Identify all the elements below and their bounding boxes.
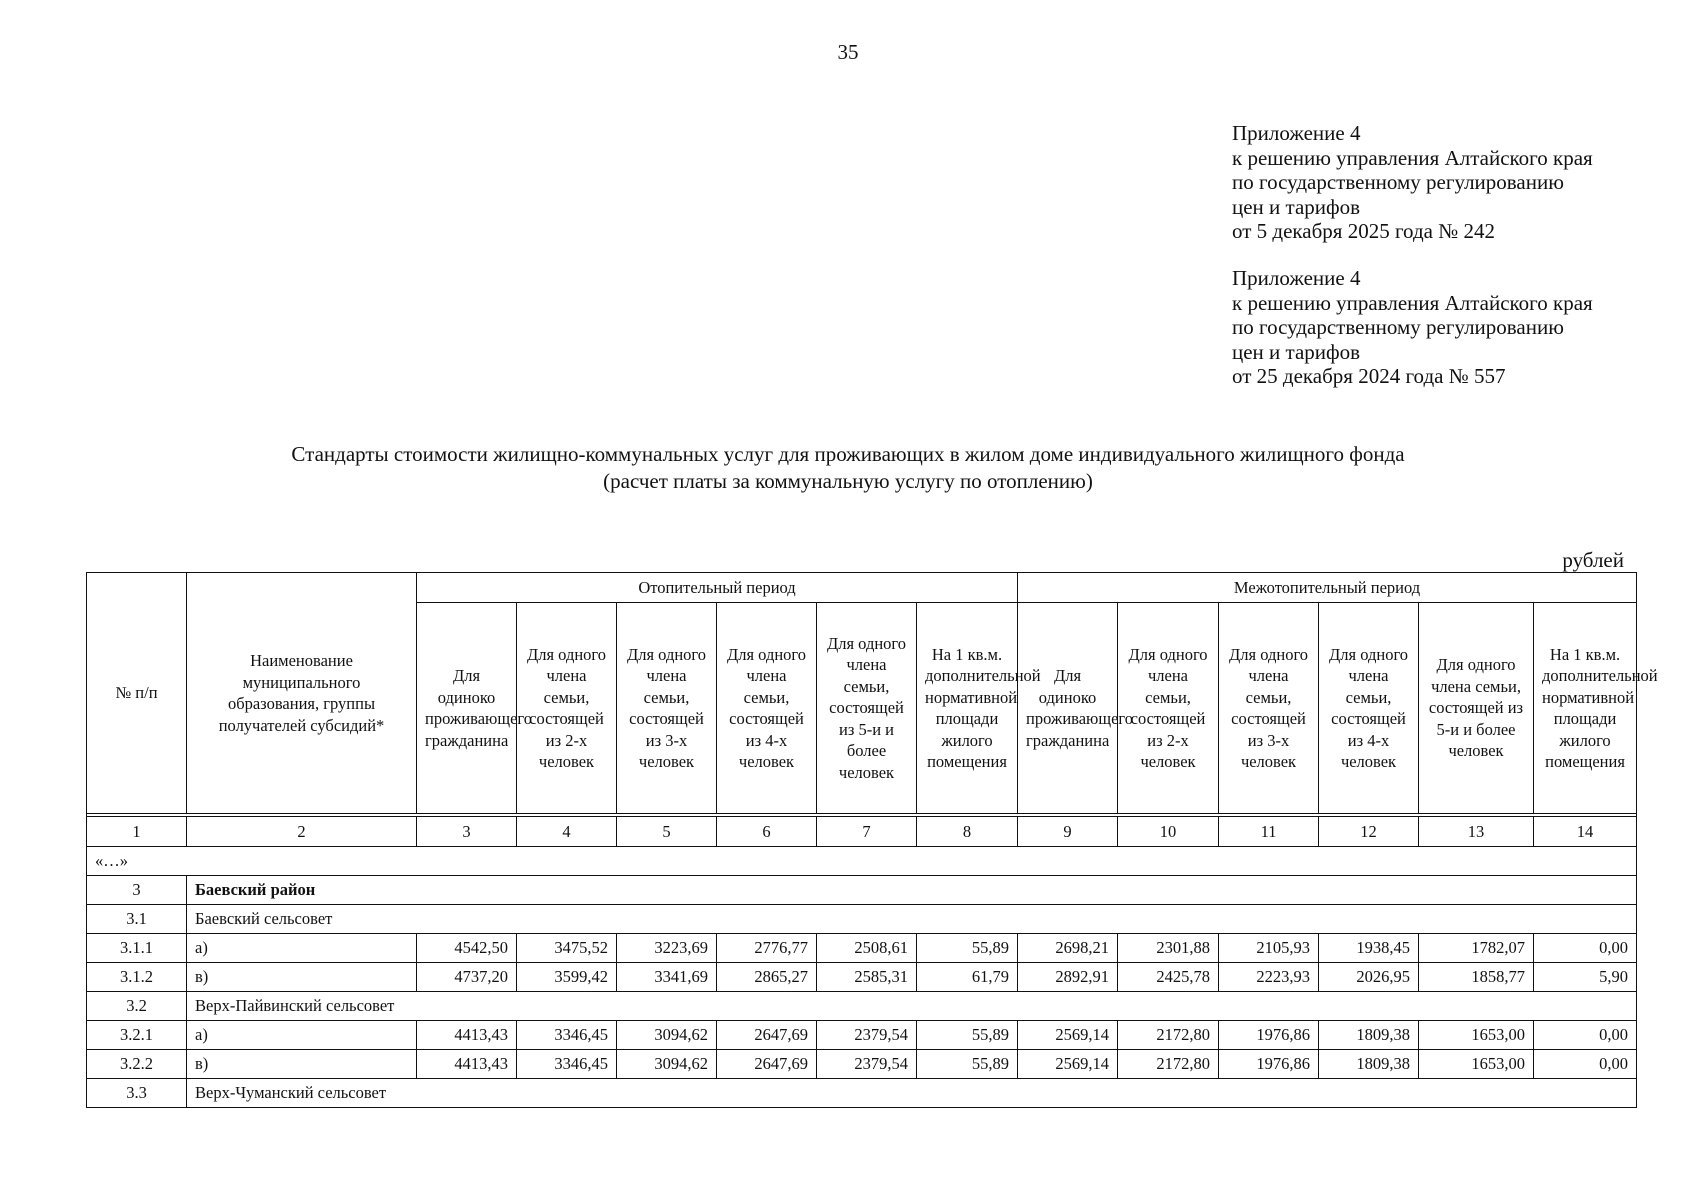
header-col: Для одного члена семьи, состоящей из 3-х человек <box>1219 603 1319 814</box>
value-cell: 2379,54 <box>817 1050 917 1079</box>
value-cell: 2026,95 <box>1319 963 1419 992</box>
table-row <box>87 1021 1637 1050</box>
value-cell: 2301,88 <box>1118 934 1219 963</box>
appendix-current <box>1232 121 1662 244</box>
value-cell: 3094,62 <box>617 1021 717 1050</box>
appendix-line: к решению управления Алтайского края <box>1232 290 1593 315</box>
row-name: в) <box>187 1050 417 1079</box>
value-cell: 2508,61 <box>817 934 917 963</box>
value-cell: 3094,62 <box>617 1050 717 1079</box>
table-row <box>87 1079 1637 1108</box>
value-cell: 5,90 <box>1534 963 1637 992</box>
row-number: 3.1.2 <box>87 963 187 992</box>
column-number: 11 <box>1219 817 1319 847</box>
column-number: 4 <box>517 817 617 847</box>
appendix-line: от 5 декабря 2025 года № 242 <box>1232 219 1495 243</box>
value-cell: 2647,69 <box>717 1050 817 1079</box>
table-row <box>87 1050 1637 1079</box>
value-cell: 0,00 <box>1534 1021 1637 1050</box>
value-cell: 61,79 <box>917 963 1018 992</box>
header-col: На 1 кв.м. дополнительной нормативной площади жилого помещения <box>1534 603 1637 814</box>
value-cell: 2569,14 <box>1018 1050 1118 1079</box>
row-name: в) <box>187 963 417 992</box>
appendix-line: цен и тарифов <box>1232 194 1361 219</box>
header-col: Для одного члена семьи, состоящей из 2-х человек <box>1118 603 1219 814</box>
header-col: Для одного члена семьи, состоящей из 4-х человек <box>1319 603 1419 814</box>
column-number: 9 <box>1018 817 1118 847</box>
value-cell: 0,00 <box>1534 934 1637 963</box>
row-number: 3.1.1 <box>87 934 187 963</box>
column-number: 3 <box>417 817 517 847</box>
row-name: Верх-Пайвинский сельсовет <box>187 992 1637 1021</box>
header-col: Для одного члена семьи, состоящей из 4-х человек <box>717 603 817 814</box>
value-cell: 55,89 <box>917 934 1018 963</box>
value-cell: 4413,43 <box>417 1050 517 1079</box>
header-name: Наименование муниципального образования, группы получателей субсидий* <box>187 573 417 814</box>
document-title <box>0 441 1696 495</box>
row-name: Баевский сельсовет <box>187 905 1637 934</box>
column-number: 1 <box>87 817 187 847</box>
value-cell: 0,00 <box>1534 1050 1637 1079</box>
value-cell: 2776,77 <box>717 934 817 963</box>
header-nonheating-period: Межотопительный период <box>1018 573 1637 603</box>
value-cell: 2172,80 <box>1118 1021 1219 1050</box>
header-col: Для одного члена семьи, состоящей из 5-и и более человек <box>817 603 917 814</box>
value-cell: 2223,93 <box>1219 963 1319 992</box>
appendix-previous <box>1232 266 1662 389</box>
row-name: а) <box>187 1021 417 1050</box>
value-cell: 3346,45 <box>517 1050 617 1079</box>
row-number: 3.2.1 <box>87 1021 187 1050</box>
units-label: рублей <box>1562 548 1624 572</box>
value-cell: 1653,00 <box>1419 1021 1534 1050</box>
value-cell: 1809,38 <box>1319 1050 1419 1079</box>
title-line-2: (расчет платы за коммунальную услугу по отоплению) <box>603 469 1093 493</box>
row-name: Баевский район <box>187 876 1637 905</box>
appendix-line: Приложение 4 <box>1232 121 1361 145</box>
column-number: 5 <box>617 817 717 847</box>
ellipsis-cell: «…» <box>87 847 1637 876</box>
column-number-row <box>87 817 1637 847</box>
value-cell: 2105,93 <box>1219 934 1319 963</box>
appendix-line: к решению управления Алтайского края <box>1232 145 1593 170</box>
value-cell: 2172,80 <box>1118 1050 1219 1079</box>
row-number: 3.2 <box>87 992 187 1021</box>
table-row <box>87 905 1637 934</box>
value-cell: 2892,91 <box>1018 963 1118 992</box>
value-cell: 3475,52 <box>517 934 617 963</box>
value-cell: 55,89 <box>917 1021 1018 1050</box>
appendix-line: по государственному регулированию <box>1232 170 1564 194</box>
table-row <box>87 876 1637 905</box>
value-cell: 2647,69 <box>717 1021 817 1050</box>
header-num: № п/п <box>87 573 187 814</box>
value-cell: 2425,78 <box>1118 963 1219 992</box>
value-cell: 1809,38 <box>1319 1021 1419 1050</box>
column-number: 8 <box>917 817 1018 847</box>
table-row <box>87 963 1637 992</box>
header-col: Для одиноко проживающего гражданина <box>417 603 517 814</box>
value-cell: 2865,27 <box>717 963 817 992</box>
title-line-1: Стандарты стоимости жилищно-коммунальных услуг для проживающих в жилом доме индивидуального жилищного фонда <box>291 442 1405 466</box>
appendix-line: от 25 декабря 2024 года № 557 <box>1232 364 1506 388</box>
value-cell: 3223,69 <box>617 934 717 963</box>
table-row <box>87 934 1637 963</box>
column-number: 12 <box>1319 817 1419 847</box>
value-cell: 1782,07 <box>1419 934 1534 963</box>
tariff-table <box>86 572 1658 1108</box>
page-number: 35 <box>837 40 859 64</box>
header-col: Для одного члена семьи, состоящей из 2-х человек <box>517 603 617 814</box>
value-cell: 4737,20 <box>417 963 517 992</box>
value-cell: 1858,77 <box>1419 963 1534 992</box>
value-cell: 1976,86 <box>1219 1021 1319 1050</box>
column-number: 13 <box>1419 817 1534 847</box>
header-col: Для одного члена семьи, состоящей из 5-и и более человек <box>1419 603 1534 814</box>
value-cell: 2698,21 <box>1018 934 1118 963</box>
column-number: 14 <box>1534 817 1637 847</box>
value-cell: 1653,00 <box>1419 1050 1534 1079</box>
value-cell: 3599,42 <box>517 963 617 992</box>
appendix-line: Приложение 4 <box>1232 266 1361 290</box>
value-cell: 3346,45 <box>517 1021 617 1050</box>
row-number: 3.2.2 <box>87 1050 187 1079</box>
column-number: 2 <box>187 817 417 847</box>
value-cell: 2379,54 <box>817 1021 917 1050</box>
value-cell: 3341,69 <box>617 963 717 992</box>
header-heating-period: Отопительный период <box>417 573 1018 603</box>
row-name: а) <box>187 934 417 963</box>
value-cell: 1938,45 <box>1319 934 1419 963</box>
header-group-row <box>87 573 1637 603</box>
column-number: 10 <box>1118 817 1219 847</box>
value-cell: 55,89 <box>917 1050 1018 1079</box>
value-cell: 2569,14 <box>1018 1021 1118 1050</box>
row-number: 3.3 <box>87 1079 187 1108</box>
row-number: 3 <box>87 876 187 905</box>
ellipsis-row <box>87 847 1637 876</box>
value-cell: 1976,86 <box>1219 1050 1319 1079</box>
column-number: 7 <box>817 817 917 847</box>
value-cell: 2585,31 <box>817 963 917 992</box>
table-row <box>87 992 1637 1021</box>
appendix-line: по государственному регулированию <box>1232 315 1564 339</box>
row-number: 3.1 <box>87 905 187 934</box>
column-number: 6 <box>717 817 817 847</box>
header-col: На 1 кв.м. дополнительной нормативной площади жилого помещения <box>917 603 1018 814</box>
row-name: Верх-Чуманский сельсовет <box>187 1079 1637 1108</box>
header-col: Для одиноко проживающего гражданина <box>1018 603 1118 814</box>
header-col: Для одного члена семьи, состоящей из 3-х человек <box>617 603 717 814</box>
value-cell: 4413,43 <box>417 1021 517 1050</box>
value-cell: 4542,50 <box>417 934 517 963</box>
appendix-line: цен и тарифов <box>1232 339 1361 364</box>
